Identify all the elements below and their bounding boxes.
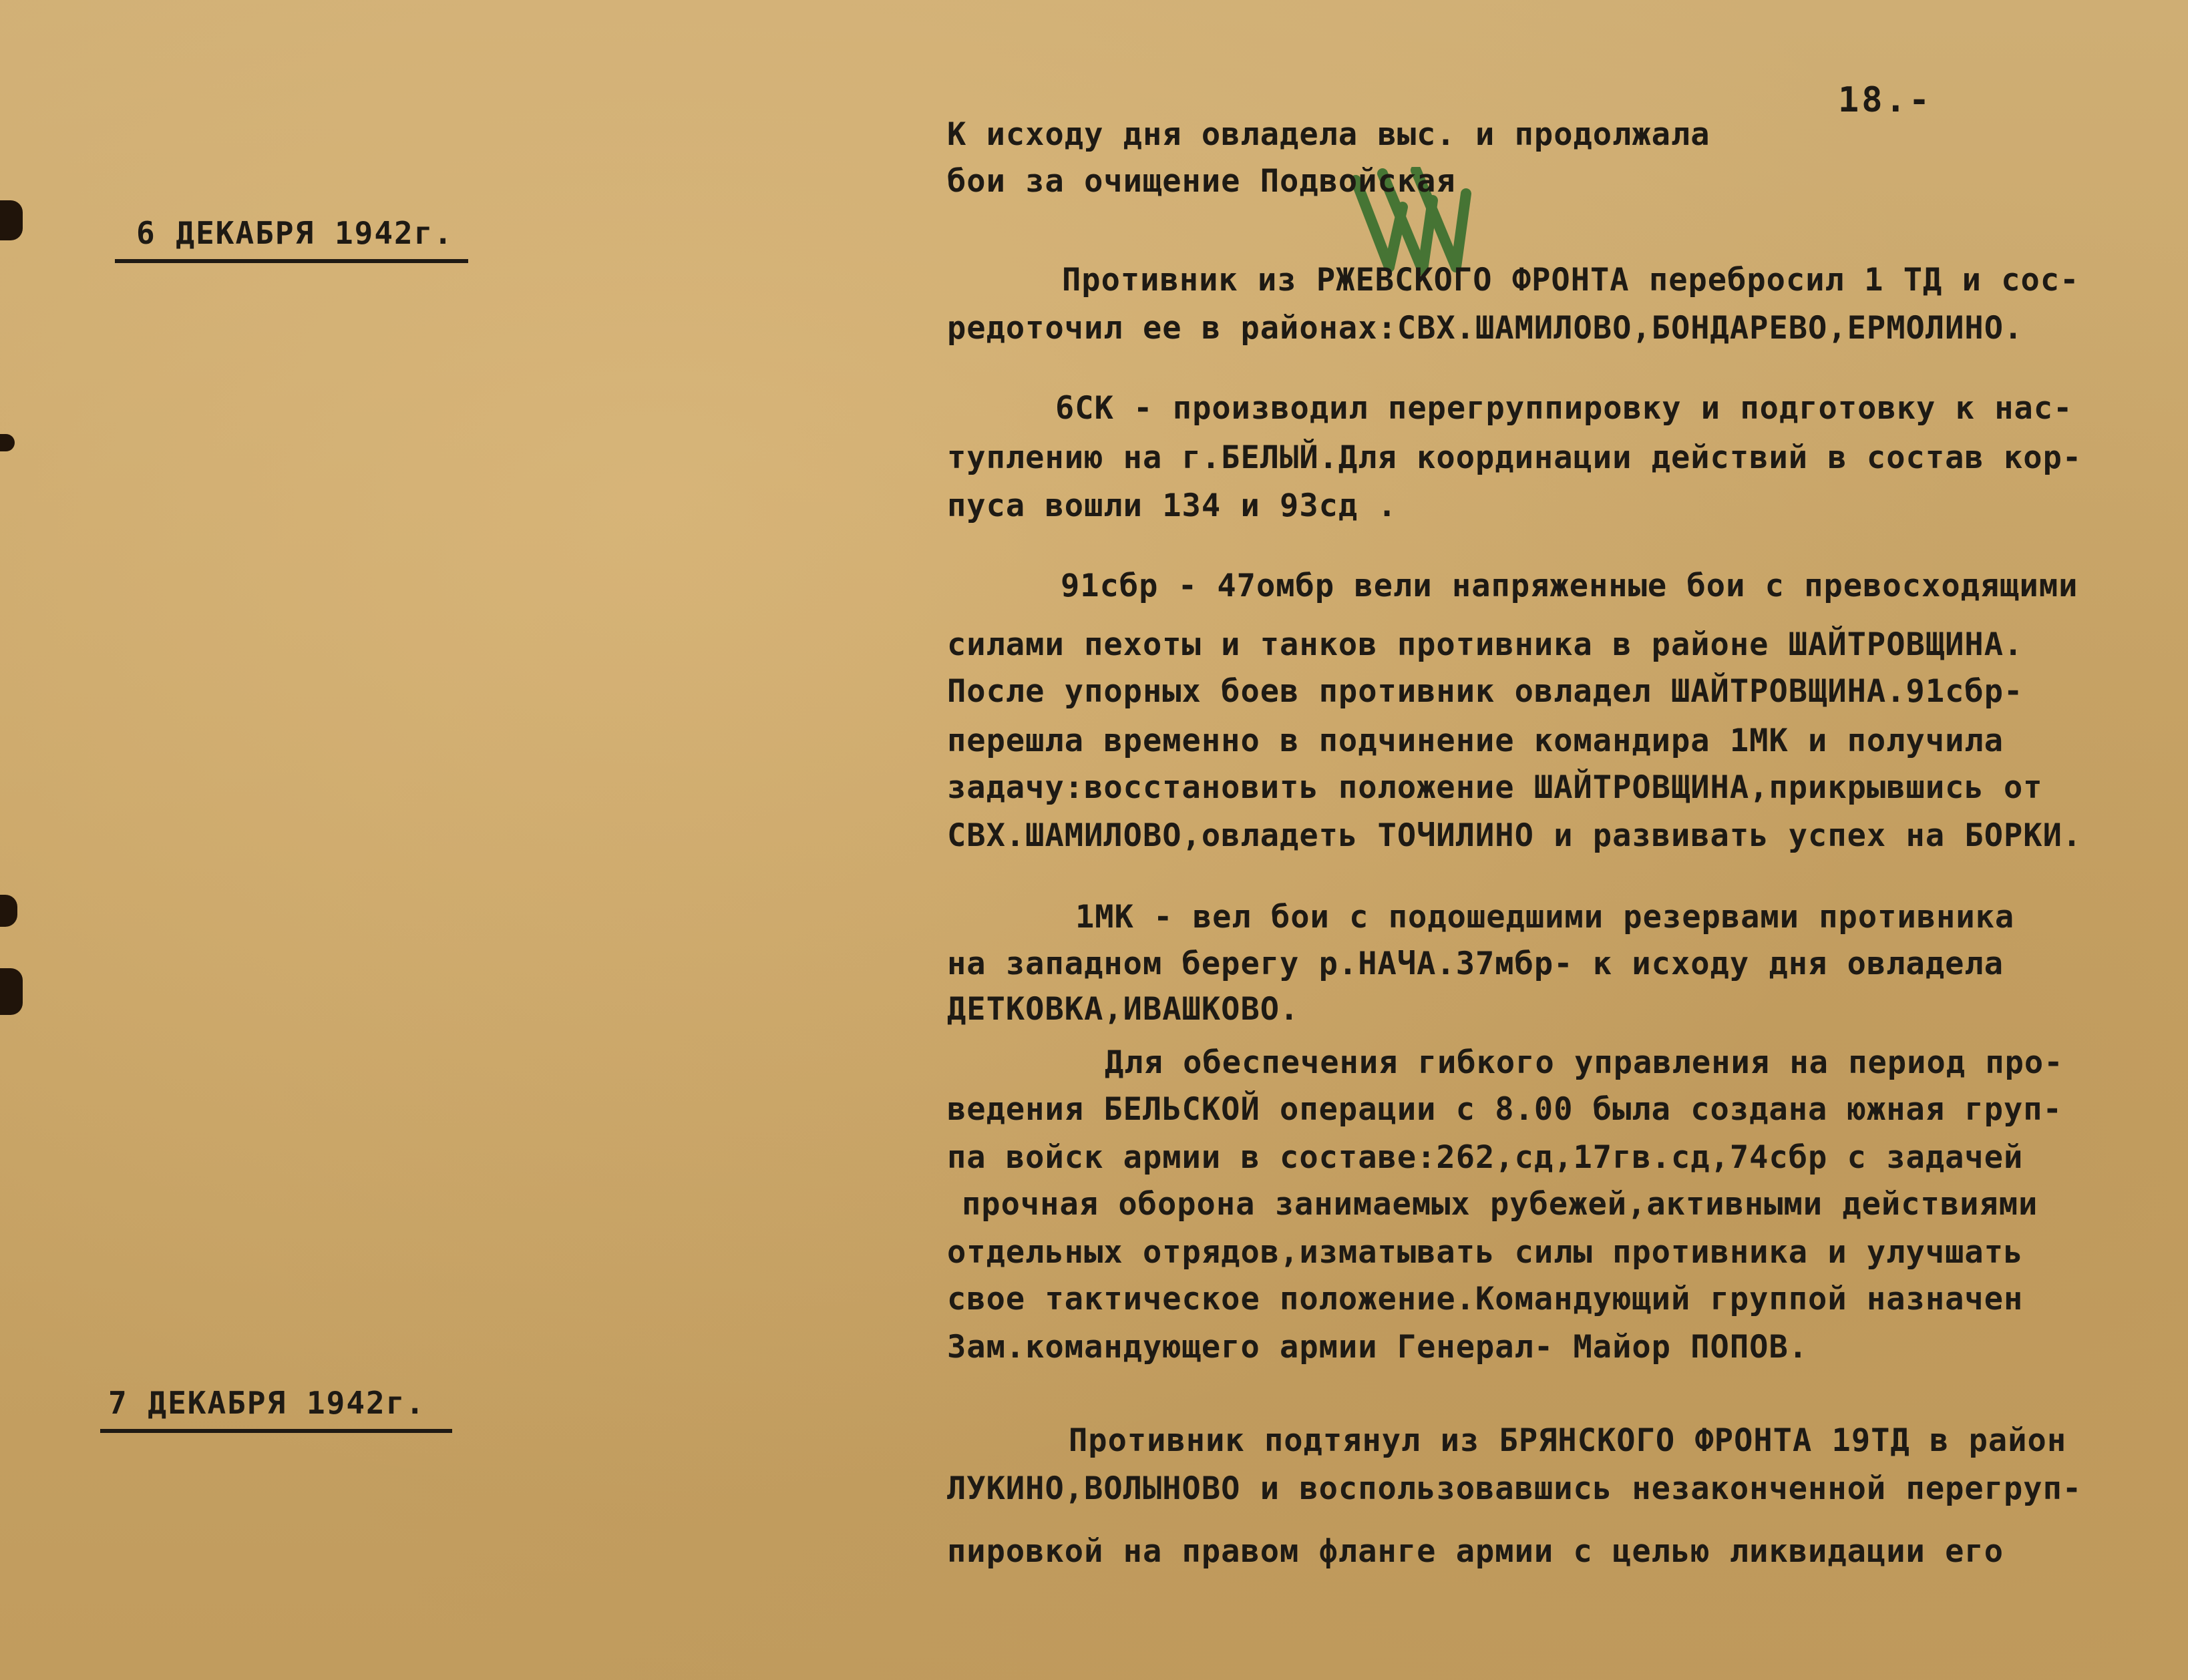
- text-line: Противник из РЖЕВСКОГО ФРОНТА перебросил 1 ТД и сос-: [1062, 262, 2080, 298]
- text-line: СВХ.ШАМИЛОВО,овладеть ТОЧИЛИНО и развивать успех на БОРКИ.: [947, 817, 2082, 854]
- text-line: К исходу дня овладела выс. и продолжала: [947, 116, 1710, 153]
- text-line: на западном берегу р.НАЧА.37мбр- к исходу дня овладела: [947, 946, 2004, 982]
- text-line: 91сбр - 47омбр вели напряженные бои с превосходящими: [1061, 568, 2078, 604]
- text-line: После упорных боев противник овладел ШАЙТРОВЩИНА.91сбр-: [947, 673, 2024, 710]
- text-line: Для обеспечения гибкого управления на период про-: [1105, 1044, 2064, 1081]
- text-line: редоточил ее в районах:СВХ.ШАМИЛОВО,БОНДАРЕВО,ЕРМОЛИНО.: [947, 310, 2024, 347]
- binding-hole: [0, 200, 23, 240]
- text-line: Противник подтянул из БРЯНСКОГО ФРОНТА 19ТД в район: [1069, 1422, 2067, 1459]
- text-line: ведения БЕЛЬСКОЙ операции с 8.00 была создана южная груп-: [947, 1091, 2062, 1128]
- text-line: задачу:восстановить положение ШАЙТРОВЩИНА,прикрывшись от: [947, 769, 2043, 806]
- page-number: 18.-: [1838, 80, 1933, 120]
- binding-hole: [0, 434, 15, 451]
- date-underline: [100, 1429, 452, 1433]
- date-heading: [108, 1385, 425, 1424]
- text-line: Зам.командующего армии Генерал- Майор ПОПОВ.: [947, 1329, 1809, 1366]
- date-underline: [115, 259, 468, 263]
- text-line: ДЕТКОВКА,ИВАШКОВО.: [947, 991, 1300, 1028]
- text-line: пуса вошли 134 и 93сд .: [947, 487, 1397, 524]
- text-line: 1МК - вел бои с подошедшими резервами противника: [1075, 899, 2015, 935]
- binding-hole: [0, 895, 17, 927]
- text-line: перешла временно в подчинение командира 1МК и получила: [947, 722, 2004, 759]
- text-line: свое тактическое положение.Командующий группой назначен: [947, 1281, 2024, 1317]
- text-line: прочная оборона занимаемых рубежей,активными действиями: [962, 1186, 2038, 1223]
- text-line: отдельных отрядов,изматывать силы противника и улучшать: [947, 1234, 2024, 1271]
- text-line: 6СК - производил перегруппировку и подготовку к нас-: [1055, 390, 2073, 427]
- text-line: пировкой на правом фланге армии с целью ликвидации его: [947, 1533, 2004, 1570]
- text-line: бои за очищение Подвойская: [947, 163, 1456, 200]
- date-heading-text: 6 ДЕКАБРЯ 1942г.: [136, 215, 454, 251]
- text-line: па войск армии в составе:262,сд,17гв.сд,74сбр с задачей: [947, 1139, 2024, 1176]
- binding-hole: [0, 968, 23, 1015]
- text-line: туплению на г.БЕЛЫЙ.Для координации действий в состав кор-: [947, 439, 2082, 476]
- text-line: силами пехоты и танков противника в районе ШАЙТРОВЩИНА.: [947, 626, 2024, 663]
- date-heading: [136, 215, 453, 254]
- date-heading-text: 7 ДЕКАБРЯ 1942г.: [108, 1385, 426, 1421]
- text-line: ЛУКИНО,ВОЛЫНОВО и воспользовавшись незаконченной перегруп-: [947, 1470, 2082, 1507]
